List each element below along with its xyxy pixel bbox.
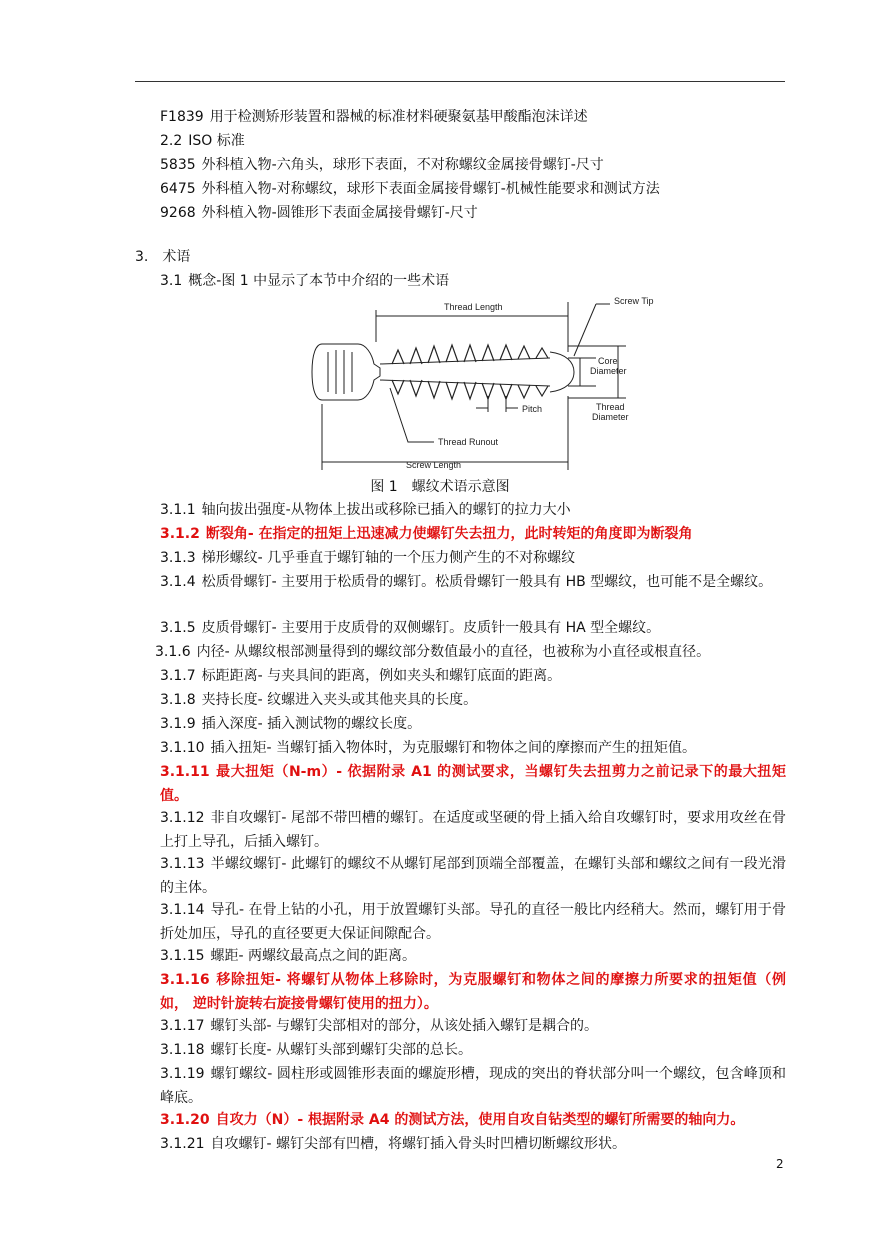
- term-3-1-17: 3.1.17 螺钉头部- 与螺钉尖部相对的部分，从该处插入螺钉是耦合的。: [160, 1018, 599, 1034]
- term-3-1-21: 3.1.21 自攻螺钉- 螺钉尖部有凹槽，将螺钉插入骨头时凹槽切断螺纹形状。: [160, 1136, 627, 1152]
- label-screw-tip: Screw Tip: [614, 296, 654, 306]
- screw-diagram: [300, 292, 690, 474]
- term-3-1-18: 3.1.18 螺钉长度- 从螺钉头部到螺钉尖部的总长。: [160, 1042, 473, 1058]
- figure-caption: 图 1 螺纹术语示意图: [370, 479, 510, 495]
- label-thread: Thread: [596, 402, 625, 412]
- term-3-1-8: 3.1.8 夹持长度- 纹螺进入夹头或其他夹具的长度。: [160, 692, 478, 708]
- concept-intro: 3.1 概念-图 1 中显示了本节中介绍的一些术语: [160, 273, 450, 289]
- section-3-heading: 3. 术语: [135, 249, 191, 265]
- term-3-1-20: 3.1.20 自攻力（N）- 根据附录 A4 的测试方法，使用自攻自钻类型的螺钉所需要的轴向力。: [160, 1112, 745, 1128]
- term-3-1-19: 3.1.19 螺钉螺纹- 圆柱形或圆锥形表面的螺旋形槽，现成的突出的脊状部分叫一个螺纹，包含峰顶和峰底。: [160, 1066, 786, 1106]
- term-3-1-14: 3.1.14 导孔- 在骨上钻的小孔，用于放置螺钉头部。导孔的直径一般比内经稍大。然而，螺钉用于骨折处加压，导孔的直径要更大保证间隙配合。: [160, 902, 786, 942]
- term-3-1-2: 3.1.2 断裂角- 在指定的扭矩上迅速减力使螺钉失去扭力，此时转矩的角度即为断裂角: [160, 526, 693, 542]
- term-3-1-10: 3.1.10 插入扭矩- 当螺钉插入物体时，为克服螺钉和物体之间的摩擦而产生的扭矩值。: [160, 740, 697, 756]
- standard-9268: 9268 外科植入物-圆锥形下表面金属接骨螺钉-尺寸: [160, 205, 478, 221]
- label-thread-length: Thread Length: [444, 302, 503, 312]
- term-3-1-6: 3.1.6 内径- 从螺纹根部测量得到的螺纹部分数值最小的直径，也被称为小直径或根直径。: [155, 644, 711, 660]
- label-core-diameter: Diameter: [590, 366, 627, 376]
- term-3-1-3: 3.1.3 梯形螺纹- 几乎垂直于螺钉轴的一个压力侧产生的不对称螺纹: [160, 550, 576, 566]
- label-pitch: Pitch: [522, 404, 543, 414]
- term-3-1-5: 3.1.5 皮质骨螺钉- 主要用于皮质骨的双侧螺钉。皮质针一般具有 HA 型全螺纹。: [160, 620, 661, 636]
- term-3-1-12: 3.1.12 非自攻螺钉- 尾部不带凹槽的螺钉。在适度或坚硬的骨上插入给自攻螺钉时，要求用攻丝在骨上打上导孔，后插入螺钉。: [160, 810, 786, 850]
- term-3-1-15: 3.1.15 螺距- 两螺纹最高点之间的距离。: [160, 948, 417, 964]
- standard-6475: 6475 外科植入物-对称螺纹，球形下表面金属接骨螺钉-机械性能要求和测试方法: [160, 181, 660, 197]
- term-3-1-13: 3.1.13 半螺纹螺钉- 此螺钉的螺纹不从螺钉尾部到顶端全部覆盖，在螺钉头部和螺纹之间有一段光滑的主体。: [160, 856, 786, 896]
- term-3-1-1: 3.1.1 轴向拔出强度-从物体上拔出或移除已插入的螺钉的拉力大小: [160, 502, 571, 518]
- label-thread-diameter: Diameter: [592, 412, 629, 422]
- term-3-1-7: 3.1.7 标距距离- 与夹具间的距离，例如夹头和螺钉底面的距离。: [160, 668, 562, 684]
- term-3-1-16: 3.1.16 移除扭矩- 将螺钉从物体上移除时，为克服螺钉和物体之间的摩擦力所要求的扭矩值（例如， 逆时针旋转右旋接骨螺钉使用的扭力）。: [160, 972, 787, 1012]
- term-3-1-9: 3.1.9 插入深度- 插入测试物的螺纹长度。: [160, 716, 422, 732]
- term-3-1-11: 3.1.11 最大扭矩（N-m）- 依据附录 A1 的测试要求，当螺钉失去扭剪力之前记录下的最大扭矩值。: [160, 764, 786, 804]
- label-thread-runout: Thread Runout: [438, 437, 499, 447]
- label-screw-length: Screw Length: [406, 460, 462, 470]
- label-core: Core: [598, 356, 618, 366]
- standard-f1839: F1839 用于检测矫形装置和器械的标准材料硬聚氨基甲酸酯泡沫详述: [160, 109, 588, 125]
- term-3-1-4: 3.1.4 松质骨螺钉- 主要用于松质骨的螺钉。松质骨螺钉一般具有 HB 型螺纹，也可能不是全螺纹。: [160, 574, 773, 590]
- page-number: 2: [776, 1157, 784, 1171]
- header-rule: [135, 81, 785, 82]
- standard-5835: 5835 外科植入物-六角头，球形下表面，不对称螺纹金属接骨螺钉-尺寸: [160, 157, 604, 173]
- standard-iso-heading: 2.2 ISO 标准: [160, 133, 245, 149]
